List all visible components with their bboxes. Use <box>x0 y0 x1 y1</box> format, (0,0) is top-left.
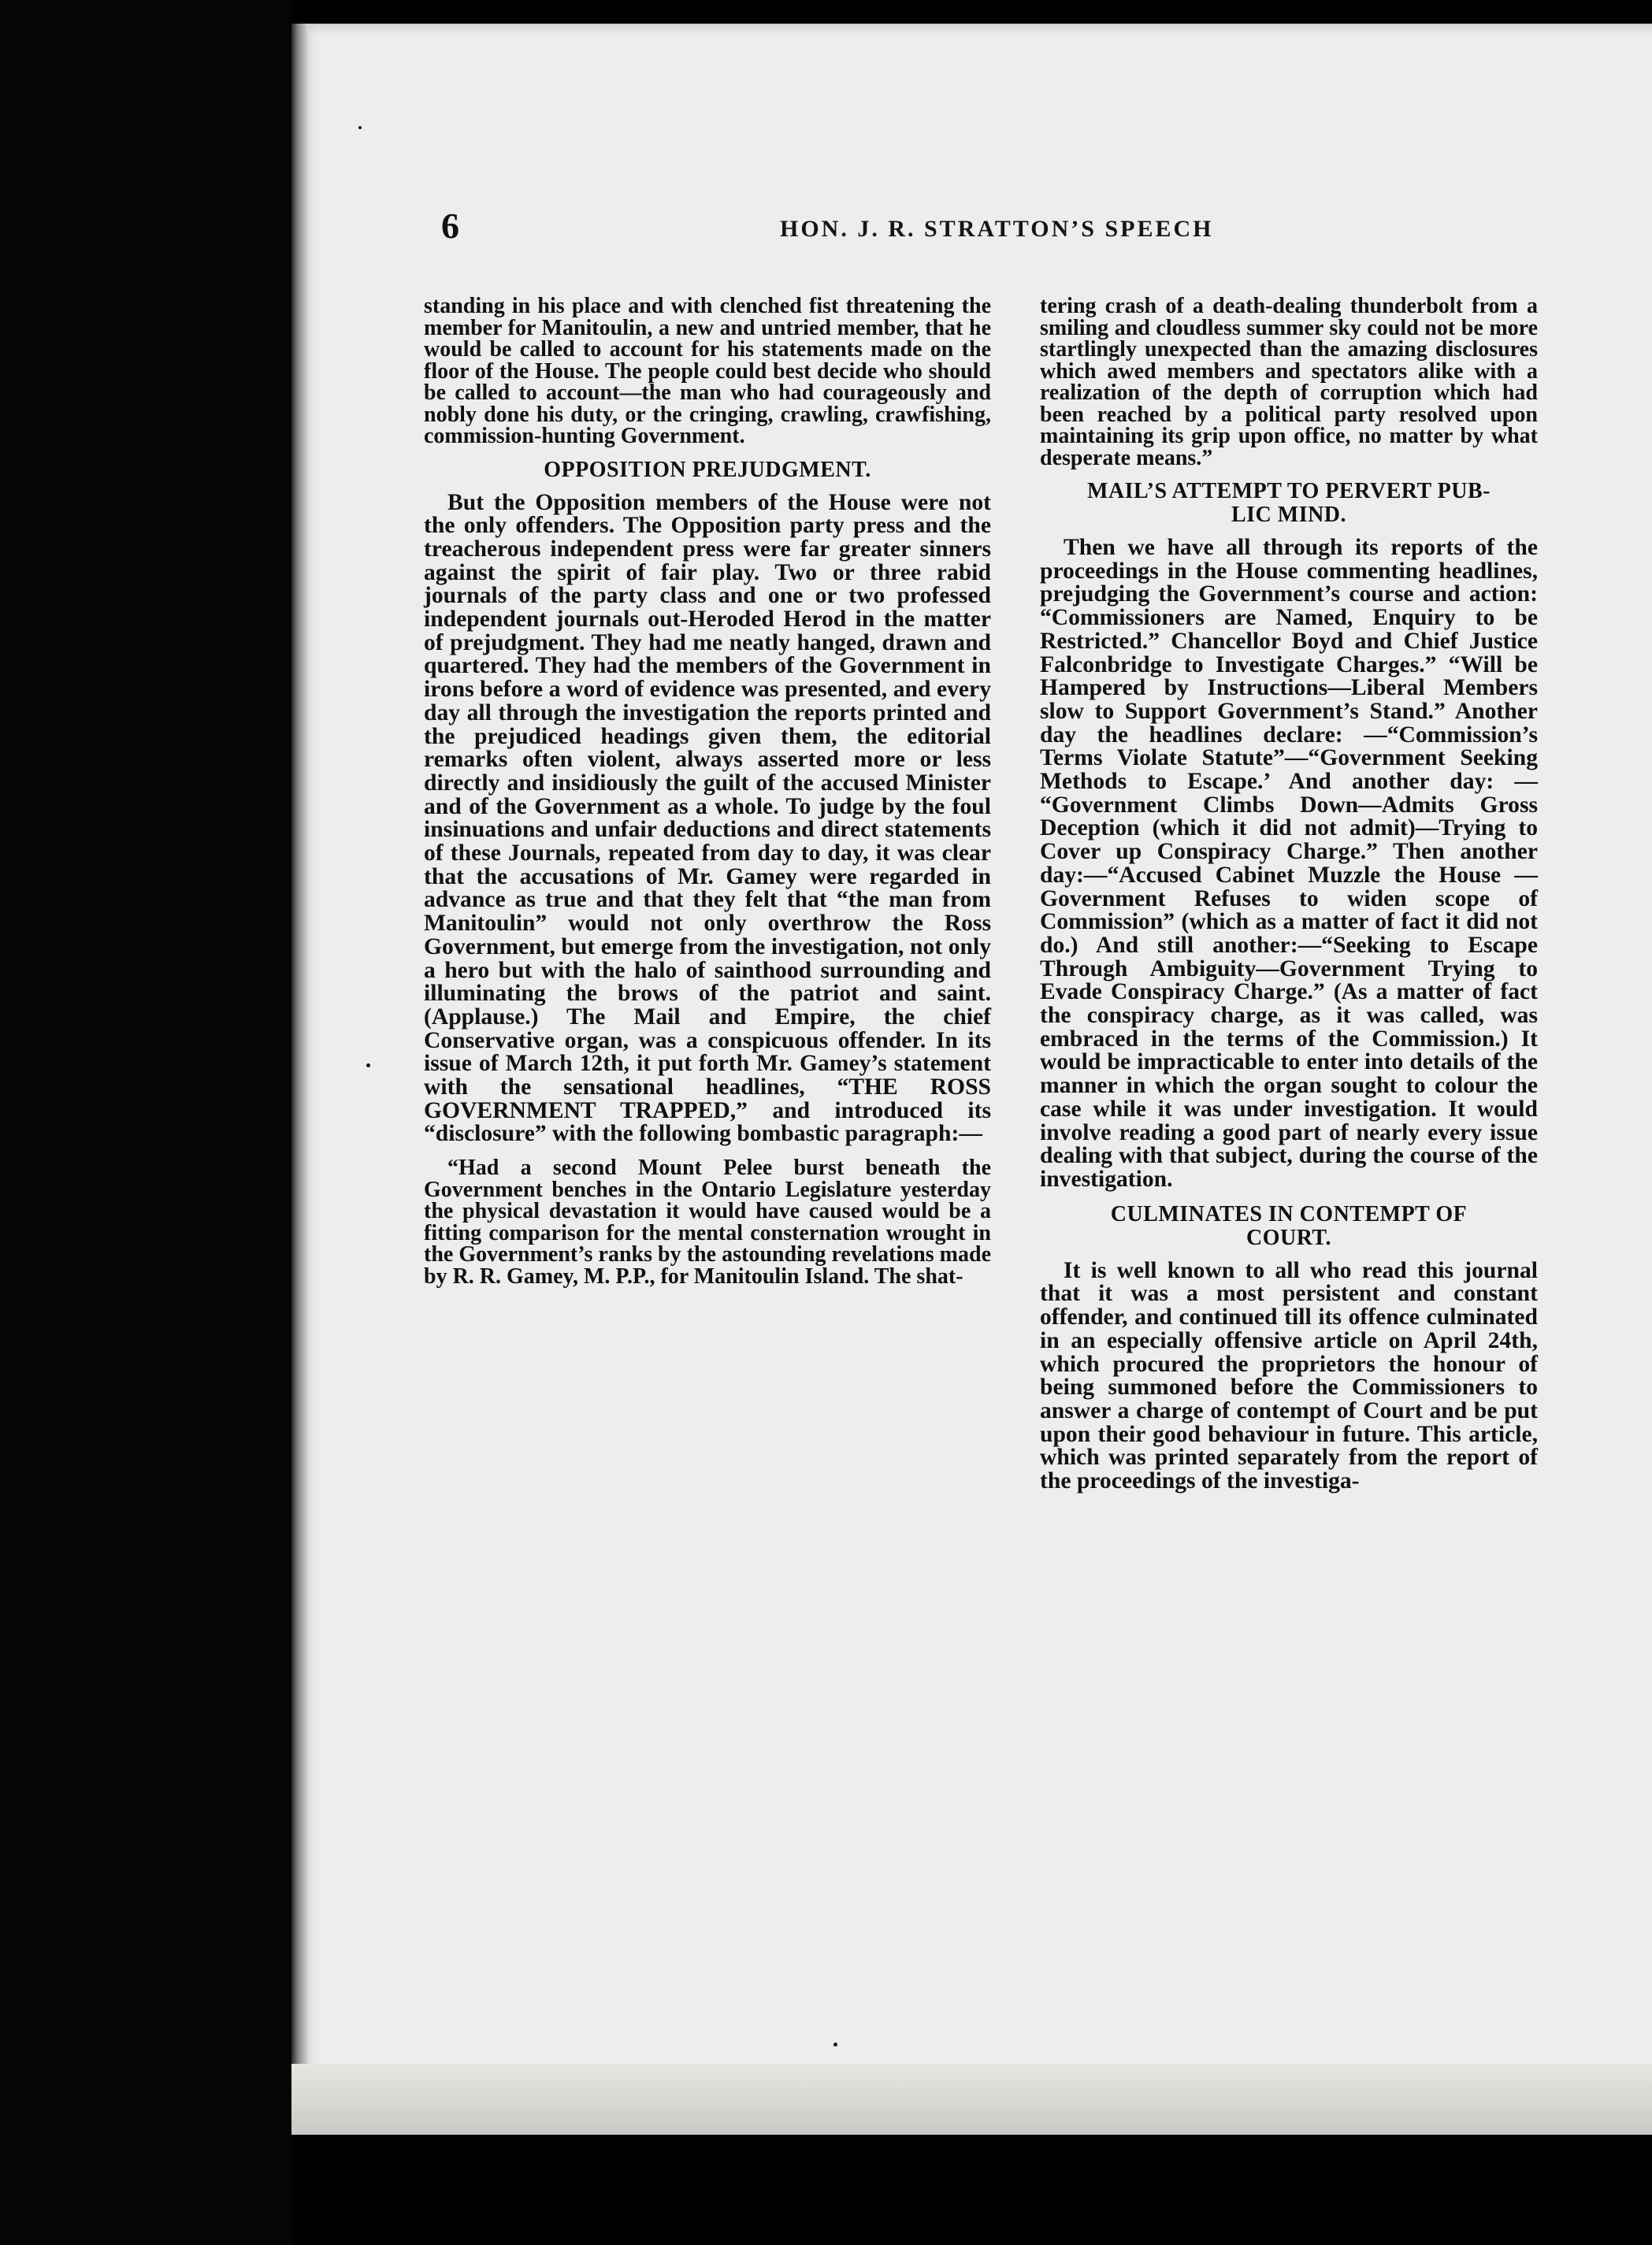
heading-culminates-line1: CULMINATES IN CONTEMPT OF <box>1110 1201 1468 1226</box>
heading-culminates-line2: COURT. <box>1245 1225 1332 1250</box>
paragraph-contempt: It is well known to all who read this journal that it was a most persistent and constant offender, and continued till its offence culminated in an especially offensive article on April 24th, which procured the proprietors the honour of being summoned before the Commissioners to answer a charge of contempt of Court and be put upon their good behaviour in future. This article, which was printed separately from the report of the proceedings of the investiga- <box>1040 1257 1538 1494</box>
heading-mails-attempt-line1: MAIL’S ATTEMPT TO PERVERT PUB- <box>1087 479 1491 503</box>
left-column <box>424 295 991 1287</box>
paragraph-standing: standing in his place and with clenched fist threatening the member for Manitoulin, a new and untried member, that he would be called to account for his statements made on the floor of the House. The people could best decide who should be called to account—the man who had courageously and nobly done his duty, or the cringing, crawling, crawfishing, commission-hunting Government. <box>424 294 991 448</box>
paragraph-quote: “Had a second Mount Pelee burst beneath the Government benches in the Ontario Legislature yesterday the physical devastation it would have caused would be a fitting comparison for the mental consternation wrought in the Government’s ranks by the astounding revelations made by R. R. Gamey, M. P.P., for Manitoulin Island. The shat- <box>424 1156 991 1289</box>
page-header <box>441 205 1560 252</box>
page-number: 6 <box>441 206 459 246</box>
heading-culminates <box>1040 1203 1538 1250</box>
heading-mails-attempt-line2: LIC MIND. <box>1231 503 1347 527</box>
page-bottom-edge <box>291 2064 1652 2135</box>
heading-opposition-prejudgment: OPPOSITION PREJUDGMENT. <box>544 457 871 482</box>
scan-speck <box>833 2043 837 2046</box>
running-title: HON. J. R. STRATTON’S SPEECH <box>780 216 1214 242</box>
scan-speck <box>358 126 362 129</box>
paragraph-headlines: Then we have all through its reports of the proceedings in the House commenting headlines, prejudging the Government’s course and action: “Commissioners are Named, Enquiry to be Restricted.” Chancellor Boyd and Chief Justice Falconbridge to Investigate Charges.” “Will be Hampered by Instructions—Liberal Members slow to Support Government’s Stand.” Another day the headlines declare: —“Commission’s Terms Violate Statute”—“Government Seeking Methods to Escape.’ And another day: — “Government Climbs Down—Admits Gross Deception (which it did not admit)—Trying to Cover up Conspiracy Charge.” Then another day:—“Accused Cabinet Muzzle the House — Government Refuses to widen scope of Commission” (which as a matter of fact it did not do.) And still another:—“Seeking to Escape Through Ambiguity—Government Trying to Evade Conspiracy Charge.” (As a matter of fact the conspiracy charge, as it was called, was embraced in the terms of the Commission.) It would be impracticable to enter into details of the manner in which the organ sought to colour the case while it was under investigation. It would involve reading a good part of nearly every issue dealing with that subject, during the course of the investigation. <box>1040 535 1538 1192</box>
paragraph-quote-continued: tering crash of a death-dealing thunderbolt from a smiling and cloudless summer sky could not be more startlingly unexpected than the amazing disclosures which awed members and spectators alike with a realization of the depth of corruption which had been reached by a political party resolved upon maintaining its grip upon office, no matter by what desperate means.” <box>1040 294 1538 470</box>
scan-background <box>0 0 291 2245</box>
scan-speck <box>366 1063 370 1067</box>
book-page <box>291 24 1652 2135</box>
page-spine-shadow <box>291 24 309 2135</box>
heading-mails-attempt <box>1040 480 1538 527</box>
paragraph-opposition: But the Opposition members of the House were not the only offenders. The Opposition party press and the treacherous independent press were far greater sinners against the spirit of fair play. Two or three rabid journals of the party class and one or two professed independent journals out-Heroded Herod in the matter of prejudgment. They had me neatly hanged, drawn and quartered. They had the members of the Government in irons before a word of evidence was presented, and every day all through the investigation the reports printed and the prejudiced headings given them, the editorial remarks often violent, always asserted more or less directly and insidiously the guilt of the accused Minister and of the Government as a whole. To judge by the foul insinuations and unfair deductions and direct statements of these Journals, repeated from day to day, it was clear that the accusations of Mr. Gamey were regarded in advance as true and that they felt that “the man from Manitoulin” would not only overthrow the Ross Government, but emerge from the investigation, not only a hero but with the halo of sainthood surrounding and illuminating the brows of the patriot and saint. (Applause.) The Mail and Empire, the chief Conservative organ, was a conspicuous offender. In its issue of March 12th, it put forth Mr. Gamey’s statement with the sensational headlines, “THE ROSS GOVERNMENT TRAPPED,” and introduced its “disclosure” with the following bombastic paragraph:— <box>424 489 991 1147</box>
right-column <box>1040 295 1538 1494</box>
